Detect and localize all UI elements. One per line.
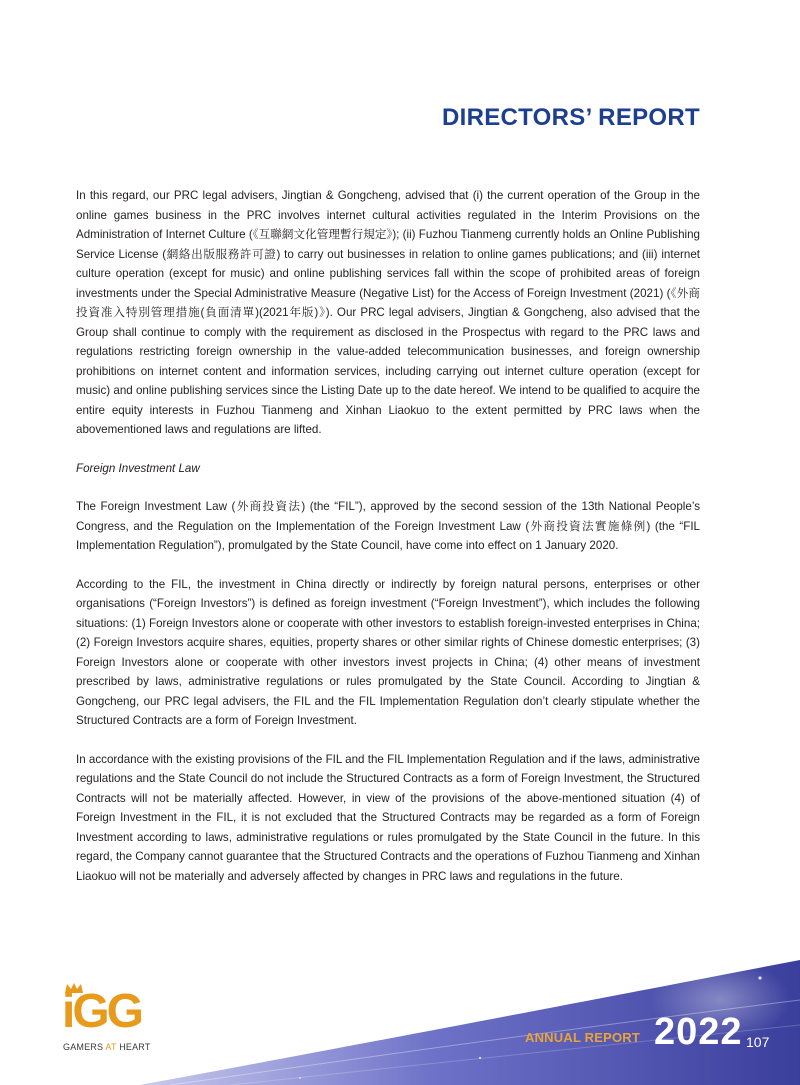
logo-tagline-part: HEART xyxy=(116,1042,151,1052)
page-number: 107 xyxy=(746,1034,770,1050)
page-title: DIRECTORS’ REPORT xyxy=(441,104,700,131)
logo-mark: iGG xyxy=(62,985,142,1038)
annual-report-label: ANNUAL REPORT xyxy=(525,1030,641,1045)
logo-tagline xyxy=(63,1042,151,1052)
section-subheading: Foreign Investment Law xyxy=(76,461,200,475)
body-text xyxy=(76,186,700,905)
paragraph: In accordance with the existing provisions of the FIL and the FIL Implementation Regulation and if the laws, administrative regulations and the State Council do not include the Structured Contracts as a form of Foreign Investment, the Structured Contracts will not be materially affected. However, in view of the provisions of the above-mentioned situation (4) of Foreign Investment in the FIL, it is not excluded that the Structured Contracts may be regarded as a form of Foreign Investment according to laws, administrative regulations or rules promulgated by the State Council in the future. In this regard, the Company cannot guarantee that the Structured Contracts and the operations of Fuzhou Tianmeng and Xinhan Liaokuo will not be materially and adversely affected by changes in PRC laws and regulations in the future. xyxy=(76,752,700,883)
paragraph: In this regard, our PRC legal advisers, Jingtian & Gongcheng, advised that (i) the current operation of the Group in the online games business in the PRC involves internet cultural activities regulated in the Interim Provisions on the Administration of Internet Culture (《互聯網文化管理暫行規定》); (ii) Fuzhou Tianmeng currently holds an Online Publishing Service License (網絡出版服務許可證) to carry out businesses in relation to online games publications; and (iii) internet culture operation (except for music) and online publishing services fall within the scope of prohibited areas of foreign investments under the Special Administrative Measure (Negative List) for the Access of Foreign Investment (2021) (《外商投資准入特別管理措施(負面清單)(2021年版)》). Our PRC legal advisers, Jingtian & Gongcheng, also advised that the Group shall continue to comply with the requirement as disclosed in the Prospectus with regard to the PRC laws and regulations restricting foreign ownership in the value-added telecommunication businesses, and foreign ownership prohibitions on internet content and information services, including carrying out internet culture operation (except for music) and online publishing services since the Listing Date up to the date hereof. We intend to be qualified to acquire the entire equity interests in Fuzhou Tianmeng and Xinhan Liaokuo to the extent permitted by PRC laws when the abovementioned laws and regulations are lifted. xyxy=(76,189,700,436)
logo-tagline-accent: AT xyxy=(105,1042,117,1052)
paragraph: According to the FIL, the investment in China directly or indirectly by foreign natural persons, enterprises or other organisations (“Foreign Investors”) is defined as foreign investment (“Foreign Investment”), which includes the following situations: (1) Foreign Investors alone or cooperate with other investors to establish foreign-invested enterprises in China; (2) Foreign Investors acquire shares, equities, property shares or other similar rights of Chinese domestic enterprises; (3) Foreign Investors alone or cooperate with other investors invest projects in China; (4) other means of investment prescribed by laws, administrative regulations or rules promulgated by the State Council. According to Jingtian & Gongcheng, our PRC legal advisers, the FIL and the FIL Implementation Regulation don’t clearly stipulate whether the Structured Contracts are a form of Foreign Investment. xyxy=(76,577,700,727)
logo-tagline-part: GAMERS xyxy=(63,1042,106,1052)
igg-logo xyxy=(62,986,172,1056)
report-year: 2022 xyxy=(654,1011,743,1053)
paragraph: The Foreign Investment Law (外商投資法) (the “FIL”), approved by the second session of the 13th National People’s Congress, and the Regulation on the Implementation of the Foreign Investment Law (外商投資法實施條例) (the “FIL Implementation Regulation”), promulgated by the State Council, have come into effect on 1 January 2020. xyxy=(76,500,700,552)
